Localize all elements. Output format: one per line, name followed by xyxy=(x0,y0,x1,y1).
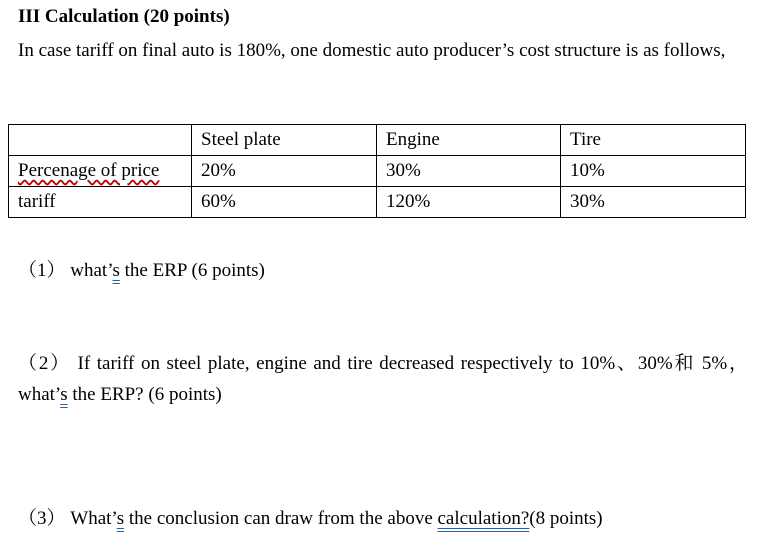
question-text: the ERP (6 points) xyxy=(119,260,265,281)
question-text: the conclusion can draw from the above xyxy=(124,508,438,529)
row-label-percentage xyxy=(9,156,192,187)
question-number: （1） xyxy=(18,260,66,281)
question-text: what’ xyxy=(70,260,113,281)
table-header-row xyxy=(9,125,746,156)
header-cell-tire: Tire xyxy=(561,125,746,156)
table-row-tariff xyxy=(9,187,746,218)
header-cell-empty xyxy=(9,125,192,156)
table-cell: 120% xyxy=(377,187,561,218)
cost-structure-table xyxy=(8,124,746,218)
question-3 xyxy=(18,503,748,534)
intro-paragraph: In case tariff on final auto is 180%, one domestic auto producer’s cost structure is as follows, xyxy=(18,40,726,61)
grammar-flag-text: s xyxy=(112,260,120,281)
spellcheck-text: Percenage of price xyxy=(18,160,160,181)
question-number: （3） xyxy=(18,508,66,529)
grammar-flag-text: calculation? xyxy=(437,508,530,529)
table-cell: 60% xyxy=(192,187,377,218)
table-cell: 20% xyxy=(192,156,377,187)
question-number: （2） xyxy=(18,353,71,374)
question-text: (8 points) xyxy=(529,508,603,529)
question-text: What’ xyxy=(70,508,117,529)
grammar-flag-text: s xyxy=(116,508,125,529)
header-cell-engine: Engine xyxy=(377,125,561,156)
question-text: If tariff on steel plate, engine and tire decreased respectively to 10%、30%和 5%，what’ xyxy=(18,353,749,405)
grammar-flag-text: s xyxy=(60,384,68,405)
table-row-percentage xyxy=(9,156,746,187)
question-2 xyxy=(18,348,748,410)
table-cell: 30% xyxy=(377,156,561,187)
table-cell: 30% xyxy=(561,187,746,218)
row-label-tariff: tariff xyxy=(9,187,192,218)
section-heading: III Calculation (20 points) xyxy=(18,6,230,27)
header-cell-steel-plate: Steel plate xyxy=(192,125,377,156)
question-text: the ERP? (6 points) xyxy=(67,384,222,405)
question-1 xyxy=(18,255,748,286)
table-cell: 10% xyxy=(561,156,746,187)
